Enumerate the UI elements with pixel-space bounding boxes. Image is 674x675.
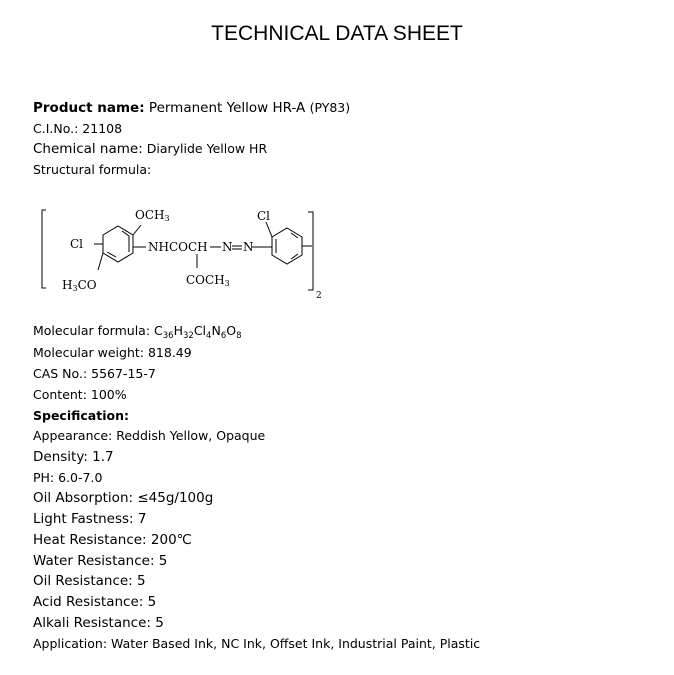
- density: Density: 1.7: [33, 449, 114, 465]
- azo-n1-label: N: [222, 240, 233, 254]
- oil-absorption: Oil Absorption: ≤45g/100g: [33, 490, 214, 506]
- coch3-label: COCH3: [186, 273, 230, 288]
- nhcoch-label: NHCOCH: [148, 240, 208, 254]
- chemical-name-label: Chemical name:: [33, 141, 143, 157]
- product-name-value: Permanent Yellow HR-A: [148, 100, 306, 116]
- cl-top-label: Cl: [257, 209, 271, 223]
- molecular-formula: Molecular formula: $C_{36}H_{32}Cl_4N_6O_8$: [33, 323, 242, 341]
- cl-left-label: Cl: [70, 237, 84, 251]
- och3-label: OCH3: [135, 208, 170, 223]
- product-name-line: [33, 100, 350, 116]
- chemical-name-line: [33, 141, 267, 157]
- molecular-weight: Molecular weight: 818.49: [33, 345, 192, 360]
- oil-resistance: Oil Resistance: 5: [33, 573, 146, 589]
- structural-formula-diagram: [36, 200, 336, 305]
- acid-resistance: Acid Resistance: 5: [33, 594, 157, 610]
- product-name-label: Product name:: [33, 100, 145, 116]
- multiplier-subscript: 2: [316, 291, 322, 301]
- ph: PH: 6.0-7.0: [33, 470, 103, 485]
- product-code: (PY83): [309, 100, 351, 115]
- azo-n2-label: N: [243, 240, 254, 254]
- cas-number: CAS No.: 5567-15-7: [33, 366, 156, 381]
- light-fastness: Light Fastness: 7: [33, 511, 147, 527]
- water-resistance: Water Resistance: 5: [33, 553, 168, 569]
- chemical-name-value: Diarylide Yellow HR: [146, 141, 268, 156]
- application: Application: Water Based Ink, NC Ink, Offset Ink, Industrial Paint, Plastic: [33, 636, 481, 651]
- h3co-label: H3CO: [62, 278, 97, 293]
- ci-number: C.I.No.: 21108: [33, 121, 123, 136]
- appearance: Appearance: Reddish Yellow, Opaque: [33, 428, 266, 443]
- document-title: TECHNICAL DATA SHEET: [211, 22, 463, 45]
- heat-resistance: Heat Resistance: 200℃: [33, 532, 192, 548]
- structural-formula-label: Structural formula:: [33, 162, 152, 177]
- content: Content: 100%: [33, 387, 127, 402]
- specification-heading: Specification:: [33, 408, 129, 423]
- alkali-resistance: Alkali Resistance: 5: [33, 615, 164, 631]
